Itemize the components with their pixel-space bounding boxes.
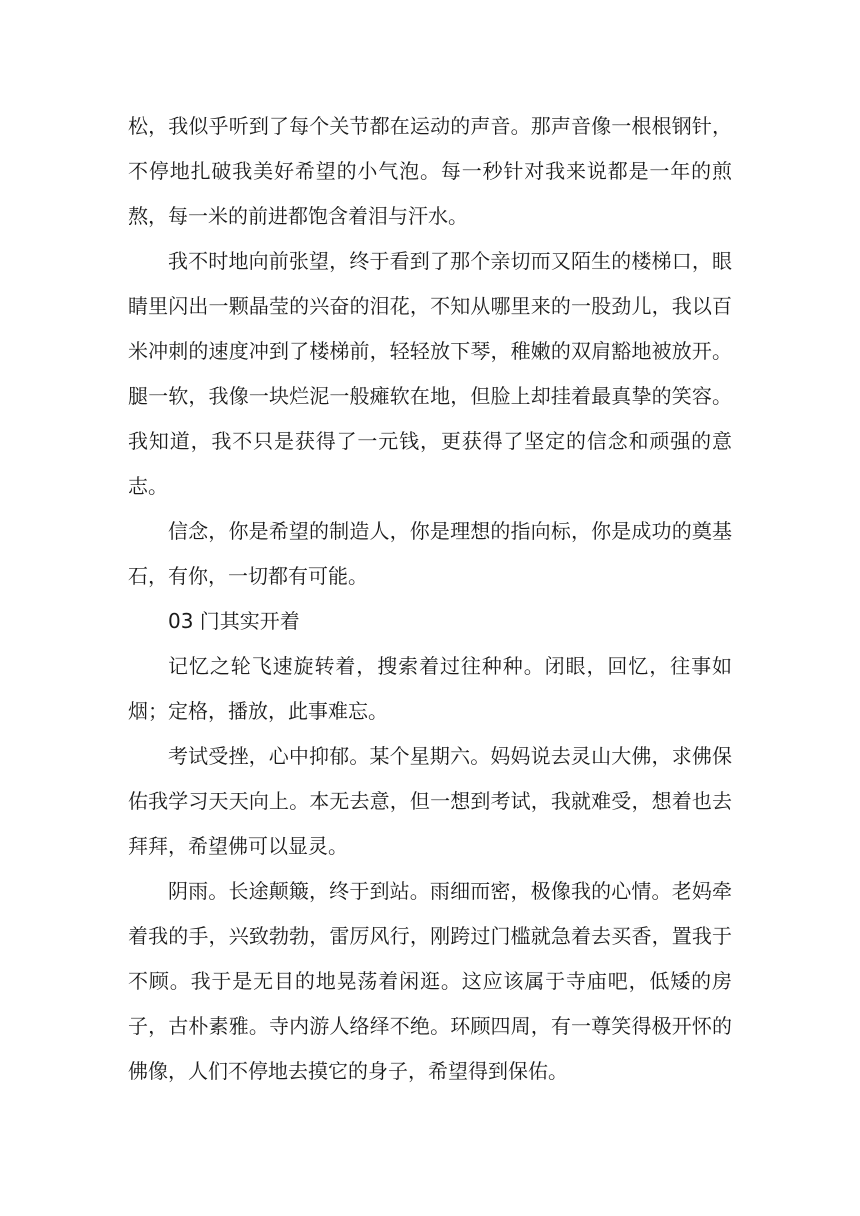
- paragraph-belief: 信念，你是希望的制造人，你是理想的指向标，你是成功的奠基石，有你，一切都有可能。: [128, 519, 732, 588]
- section-heading: 03 门其实开着: [168, 609, 300, 633]
- paragraph-memory: 记忆之轮飞速旋转着，搜索着过往种种。闭眼，回忆，往事如烟；定格，播放，此事难忘。: [128, 654, 732, 723]
- paragraph-rain: 阴雨。长途颠簸，终于到站。雨细而密，极像我的心情。老妈牵着我的手，兴致勃勃，雷厉风行，刚跨过门槛就急着去买香，置我于不顾。我于是无目的地晃荡着闲逛。这应该属于寺庙吧，低矮的房子，古朴素雅。寺内游人络绎不绝。环顾四周，有一尊笑得极开怀的佛像，人们不停地去摸它的身子，希望得到保佑。: [128, 879, 732, 1083]
- paragraph-continuation: 松，我似乎听到了每个关节都在运动的声音。那声音像一根根钢针，不停地扎破我美好希望的小气泡。每一秒针对我来说都是一年的煎熬，每一米的前进都饱含着泪与汗水。: [128, 114, 732, 228]
- paragraph-staircase: 我不时地向前张望，终于看到了那个亲切而又陌生的楼梯口，眼睛里闪出一颗晶莹的兴奋的泪花，不知从哪里来的一股劲儿，我以百米冲刺的速度冲到了楼梯前，轻轻放下琴，稚嫩的双肩豁地被放开。腿一软，我像一块烂泥一般瘫软在地，但脸上却挂着最真挚的笑容。我知道，我不只是获得了一元钱，更获得了坚定的信念和顽强的意志。: [128, 249, 732, 498]
- document-body: [128, 104, 732, 1094]
- paragraph-exam: 考试受挫，心中抑郁。某个星期六。妈妈说去灵山大佛，求佛保佑我学习天天向上。本无去意，但一想到考试，我就难受，想着也去拜拜，希望佛可以显灵。: [128, 744, 732, 858]
